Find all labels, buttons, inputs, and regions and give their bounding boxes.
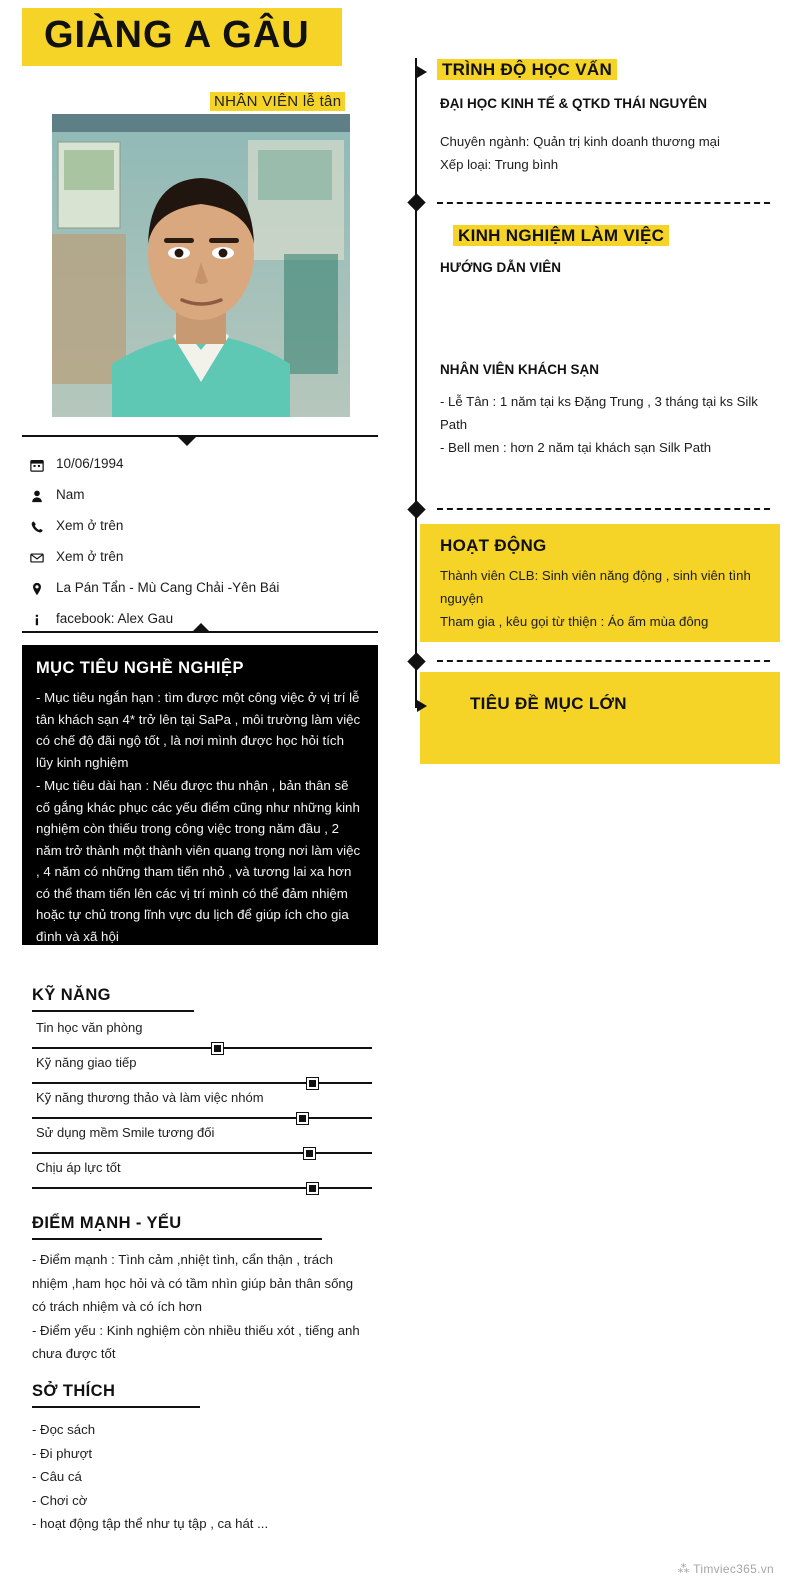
skill-item	[32, 1055, 372, 1090]
contact-divider-top	[22, 435, 378, 437]
hobbies-list	[32, 1418, 362, 1536]
divider-dashed	[437, 508, 770, 510]
strengths-line: - Điểm mạnh : Tình cảm ,nhiệt tình, cẩn thận , trách nhiệm ,ham học hỏi và có tầm nhìn giúp bản thân sống có trách nhiệm và có ích hơn	[32, 1252, 354, 1314]
page-title: GIÀNG A GÂU	[44, 14, 310, 56]
skill-knob[interactable]	[297, 1113, 308, 1124]
contact-item-birthday	[30, 448, 380, 479]
skill-knob[interactable]	[304, 1148, 315, 1159]
skill-label: Kỹ năng giao tiếp	[36, 1055, 137, 1070]
skill-track[interactable]	[32, 1152, 372, 1154]
skills-title: KỸ NĂNG	[32, 986, 111, 1004]
contact-item-email	[30, 541, 380, 572]
experience-title-text: KINH NGHIỆM LÀM VIỆC	[453, 225, 669, 246]
experience-job2-details	[440, 390, 772, 459]
skill-knob[interactable]	[212, 1043, 223, 1054]
phone-icon	[30, 517, 56, 533]
activities-title: HOẠT ĐỘNG	[440, 536, 547, 555]
more-section-panel	[420, 672, 780, 764]
contact-value: 10/06/1994	[56, 456, 124, 471]
contact-divider-bottom	[22, 631, 378, 633]
activities-line1: Thành viên CLB: Sinh viên năng động , sinh viên tình nguyện	[440, 568, 751, 607]
strengths-title: ĐIỂM MẠNH - YẾU	[32, 1214, 182, 1232]
hobby-item: - Chơi cờ	[32, 1492, 88, 1508]
education-details	[440, 130, 770, 176]
contact-value: La Pán Tẩn - Mù Cang Chải -Yên Bái	[56, 580, 280, 595]
skill-label: Kỹ năng thương thảo và làm việc nhóm	[36, 1090, 264, 1105]
strengths-underline	[32, 1238, 322, 1240]
contact-value: Xem ở trên	[56, 518, 124, 533]
experience-title	[453, 226, 669, 246]
hobby-item: - Đọc sách	[32, 1422, 96, 1437]
skill-item	[32, 1160, 372, 1195]
contact-item-phone	[30, 510, 380, 541]
skill-label: Tin học văn phòng	[36, 1020, 143, 1035]
timeline-arrow-icon	[417, 700, 427, 712]
watermark-text: Timviec365.vn	[693, 1562, 774, 1576]
hobby-item: - Câu cá	[32, 1469, 82, 1484]
skill-item	[32, 1020, 372, 1055]
skill-label: Chịu áp lực tốt	[36, 1160, 121, 1175]
mail-icon	[30, 548, 56, 564]
career-objective-short-term: - Mục tiêu ngắn hạn : tìm được một công việc ở vị trí lễ tân khách sạn 4* trở lên tại SaPa , môi trường làm việc có chế độ đãi ngộ tốt , là nơi mình được học hỏi tích lũy kinh nghiệm	[36, 690, 361, 770]
contact-value: Nam	[56, 487, 85, 502]
skill-item	[32, 1090, 372, 1125]
education-major: Chuyên ngành: Quản trị kinh doanh thương mại	[440, 134, 720, 149]
divider-dashed	[437, 660, 770, 662]
avatar	[52, 114, 350, 417]
education-grade: Xếp loại: Trung bình	[440, 157, 559, 173]
timeline-diamond-icon	[407, 652, 425, 670]
activities-body	[440, 564, 770, 633]
contact-item-address	[30, 572, 380, 603]
hobby-item: - hoạt động tập thể như tụ tập , ca hát ...	[32, 1516, 269, 1531]
education-title	[437, 60, 617, 80]
watermark	[677, 1562, 774, 1576]
location-icon	[30, 579, 56, 595]
weaknesses-line: - Điểm yếu : Kinh nghiệm còn nhiều thiếu xót , tiếng anh chưa được tốt	[32, 1322, 360, 1361]
skill-track[interactable]	[32, 1187, 372, 1189]
skill-label: Sử dụng mềm Smile tương đối	[36, 1125, 215, 1140]
timeline-diamond-icon	[407, 500, 425, 518]
education-title-text: TRÌNH ĐỘ HỌC VẤN	[437, 59, 617, 80]
experience-job2-title: NHÂN VIÊN KHÁCH SẠN	[440, 362, 600, 377]
activities-line2: Tham gia , kêu gọi từ thiện : Áo ấm mùa đông	[440, 614, 709, 630]
person-icon	[30, 486, 56, 502]
watermark-icon: ⁂	[677, 1562, 694, 1576]
divider-dashed	[437, 202, 770, 204]
contact-item-gender	[30, 479, 380, 510]
career-objective-long-term: - Mục tiêu dài hạn : Nếu được thu nhận , bản thân sẽ cố gắng khác phục các yếu điểm cũng như những kinh nghiệm còn thiếu trong công việc trong năm đầu , 2 năm trở thành một thành viên quang trọng nơi làm việc , 4 năm có những tham tiến nhỏ , và tương lai xa hơn có thể tham tiến lên các vị trí mình có thể đảm nhiệm hoặc tự chủ trong lĩnh vực du lịch để giúp ích cho gia đình và xã hội	[36, 778, 361, 944]
experience-job2-line2: - Bell men : hơn 2 năm tại khách sạn Silk Path	[440, 440, 712, 456]
skill-track[interactable]	[32, 1082, 372, 1084]
hobbies-underline	[32, 1406, 200, 1408]
skill-item	[32, 1125, 372, 1160]
contact-value: Xem ở trên	[56, 549, 124, 564]
skill-track[interactable]	[32, 1047, 372, 1049]
contact-list	[30, 448, 380, 634]
strengths-body	[32, 1248, 362, 1366]
career-objective-title: MỤC TIÊU NGHỀ NGHIỆP	[36, 659, 244, 677]
info-icon	[30, 610, 56, 626]
skills-underline	[32, 1010, 194, 1012]
experience-job1-title: HƯỚNG DẪN VIÊN	[440, 260, 561, 275]
more-section-title: TIÊU ĐỀ MỤC LỚN	[470, 694, 627, 713]
timeline-arrow-icon	[417, 66, 427, 78]
hobbies-title: SỞ THÍCH	[32, 1382, 116, 1400]
triangle-down-icon	[178, 437, 196, 446]
timeline-diamond-icon	[407, 193, 425, 211]
hobby-item: - Đi phượt	[32, 1445, 92, 1461]
career-objective-section	[22, 645, 378, 945]
skills-list	[32, 1020, 372, 1195]
skill-track[interactable]	[32, 1117, 372, 1119]
job-title: NHÂN VIÊN lễ tân	[210, 92, 345, 111]
calendar-icon	[30, 455, 56, 471]
skill-knob[interactable]	[307, 1078, 318, 1089]
education-school: ĐẠI HỌC KINH TẾ & QTKD THÁI NGUYÊN	[440, 96, 708, 111]
skill-knob[interactable]	[307, 1183, 318, 1194]
timeline-line	[415, 58, 417, 708]
experience-job2-line1: - Lễ Tân : 1 năm tại ks Đặng Trung , 3 tháng tại ks Silk Path	[440, 394, 758, 433]
contact-value: facebook: Alex Gau	[56, 611, 174, 626]
